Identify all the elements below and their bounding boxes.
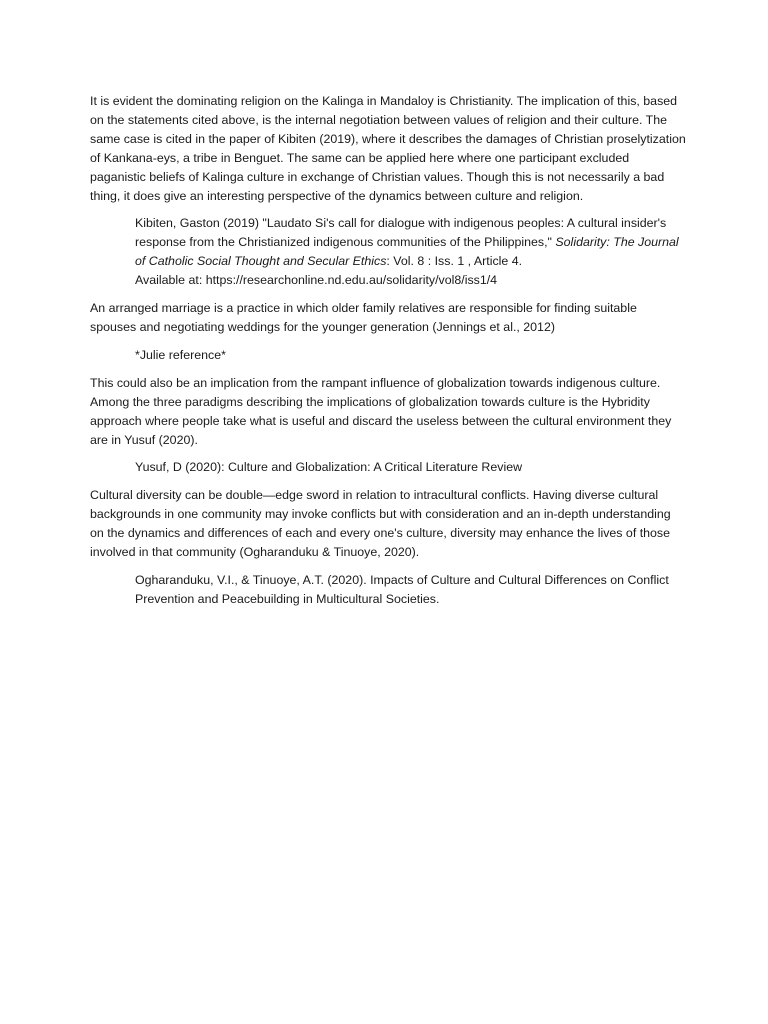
- reference-kibiten-journal: Solidarity: The Journal of Catholic Social Thought and Secular Ethics: [135, 235, 679, 269]
- paragraph-arranged-marriage: An arranged marriage is a practice in which older family relatives are responsible for finding suitable spouses and negotiating weddings for the younger generation (Jennings et al., 2012): [90, 301, 637, 334]
- document-body: [90, 92, 686, 618]
- reference-ogharanduku: Ogharanduku, V.I., & Tinuoye, A.T. (2020). Impacts of Culture and Cultural Differences on Conflict Prevention and Peacebuilding in Multicultural Societies.: [135, 572, 669, 606]
- paragraph-globalization: This could also be an implication from the rampant influence of globalization towards indigenous culture. Among the three paradigms describing the implications of globalization towards culture is the Hybridity approach where people take what is useful and discard the useless between the cultural environment they are in Yusuf (2020).: [90, 375, 672, 447]
- reference-julie: *Julie reference*: [135, 347, 226, 362]
- reference-kibiten-url: Available at: https://researchonline.nd.edu.au/solidarity/vol8/iss1/4: [135, 273, 498, 288]
- reference-kibiten-volume: : Vol. 8 : Iss. 1 , Article 4.: [386, 254, 523, 269]
- reference-kibiten-lead: Kibiten, Gaston (2019) "Laudato Si's call for dialogue with indigenous peoples: A cultural insider's response from the Christianized indigenous communities of the Philippines,": [135, 216, 667, 250]
- reference-kibiten: [135, 214, 686, 290]
- reference-yusuf: Yusuf, D (2020): Culture and Globalization: A Critical Literature Review: [135, 460, 523, 475]
- paragraph-religion: It is evident the dominating religion on the Kalinga in Mandaloy is Christianity. The implication of this, based on the statements cited above, is the internal negotiation between values of religion and their culture. The same case is cited in the paper of Kibiten (2019), where it describes the damages of Christian proselytization of Kankana-eys, a tribe in Benguet. The same can be applied here where one participant excluded paganistic beliefs of Kalinga culture in exchange of Christian values. Though this is not necessarily a bad thing, it does give an interesting perspective of the dynamics between culture and religion.: [90, 94, 686, 203]
- paragraph-cultural-diversity: Cultural diversity can be double—edge sword in relation to intracultural conflicts. Having diverse cultural backgrounds in one community may invoke conflicts but with consideration and an in-depth understanding on the dynamics and differences of each and every one's culture, diversity may enhance the lives of those involved in that community (Ogharanduku & Tinuoye, 2020).: [90, 488, 671, 560]
